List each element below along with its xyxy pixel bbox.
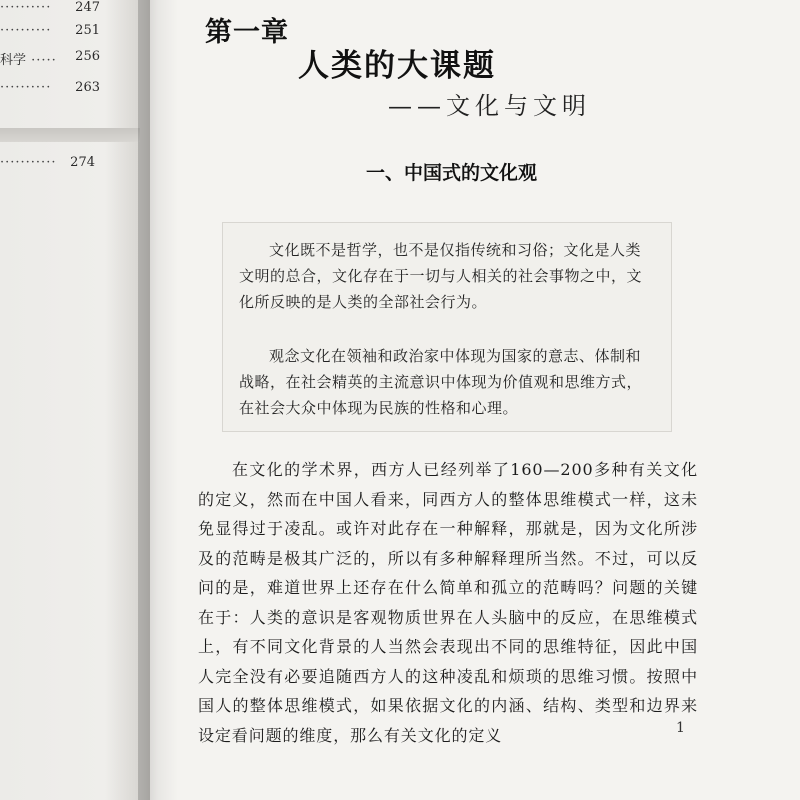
quote-paragraph: 文化既不是哲学，也不是仅指传统和习俗；文化是人类文明的总合，文化存在于一切与人相关的社会事物之中，文化所反映的是人类的全部社会行为。 [239,241,643,311]
toc-leader: ····· [26,53,57,68]
left-facing-page [0,0,150,800]
toc-entry [0,155,95,173]
toc-entry [0,49,100,67]
quote-paragraph: 观念文化在领袖和政治家中体现为国家的意志、体制和战略，在社会精英的主流意识中体现为价值观和思维方式，在社会大众中体现为民族的性格和心理。 [239,347,643,417]
book-gutter-shadow [138,0,178,800]
chapter-title: 人类的大课题 [298,48,496,84]
toc-leader: ·········· [0,23,52,38]
chapter-label: 第一章 [205,17,289,48]
toc-entry [0,23,100,41]
toc-page-number: 256 [75,49,100,64]
toc-page-number: 274 [70,155,95,170]
toc-leader: ·········· [0,80,52,95]
section-title: 一、中国式的文化观 [366,162,538,184]
toc-page-number: 247 [75,0,100,15]
toc-page-number: 263 [75,80,100,95]
page-number: 1 [676,720,685,736]
toc-entry [0,80,100,98]
toc-page-number: 251 [75,23,100,38]
quote-box [222,222,672,432]
chapter-subtitle: ——文化与文明 [388,92,591,120]
section-divider-band [0,128,140,142]
toc-leader: ··········· [0,155,57,170]
body-paragraph: 在文化的学术界，西方人已经列举了160—200多种有关文化的定义，然而在中国人看来，同西方人的整体思维模式一样，这未免显得过于凌乱。或许对此存在一种解释，那就是，因为文化所涉及的范畴是极其广泛的，所以有多种解释理所当然。不过，可以反问的是，难道世界上还存在什么简单和孤立的范畴吗？问题的关键在于：人类的意识是客观物质世界在人头脑中的反应，在思维模式上，有不同文化背景的人当然会表现出不同的思维特征，因此中国人完全没有必要追随西方人的这种凌乱和烦琐的思维习惯。按照中国人的整体思维模式，如果依据文化的内涵、结构、类型和边界来设定看问题的维度，那么有关文化的定义 [198,460,698,745]
toc-leader: ·········· [0,0,52,15]
toc-entry [0,0,100,18]
toc-entry-text: 科学 [0,53,27,68]
